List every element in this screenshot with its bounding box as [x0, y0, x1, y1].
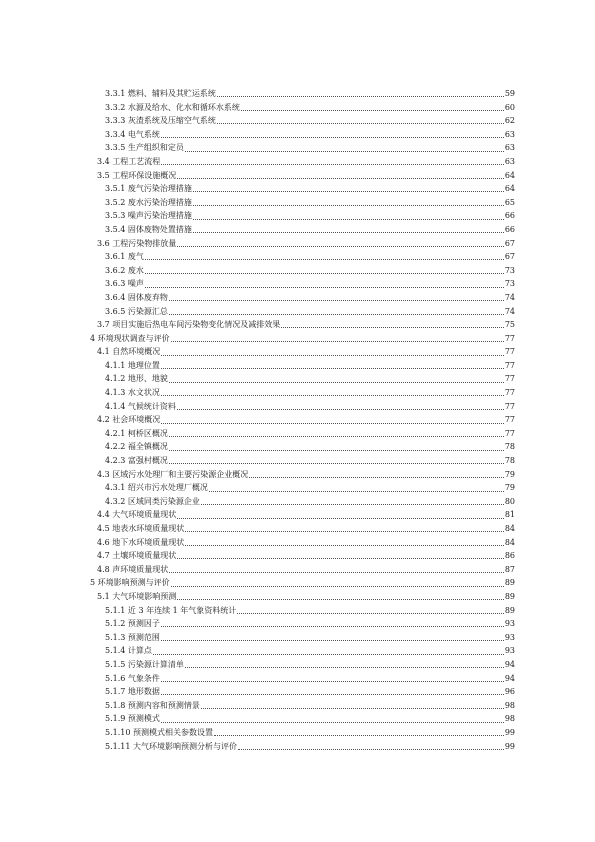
toc-entry-title: 4.6 地下水环境质量现状 [97, 537, 185, 547]
toc-entry-title: 3.5.4 固体废物处置措施 [105, 224, 192, 234]
toc-entry-title: 5.1.1 近 3 年连续 1 年气象资料统计 [105, 605, 237, 615]
toc-dot-leader [185, 667, 504, 668]
toc-entry-title: 3.5.2 废水污染治理措施 [105, 197, 192, 207]
toc-entry-title: 4.2 社会环境概况 [97, 415, 161, 425]
toc-entry-title: 5.1.10 预测模式相关参数设置 [105, 727, 213, 737]
toc-entry[interactable] [90, 128, 515, 142]
toc-entry-page-number: 94 [504, 673, 515, 683]
toc-dot-leader [171, 341, 504, 342]
toc-dot-leader [161, 640, 504, 641]
toc-entry-title: 4.4 大气环境质量现状 [97, 510, 177, 520]
toc-entry-page-number: 84 [504, 537, 515, 547]
toc-entry[interactable] [90, 604, 515, 618]
toc-entry[interactable] [90, 237, 515, 251]
toc-entry-title: 5.1.6 气象条件 [105, 673, 160, 683]
toc-entry-page-number: 94 [504, 659, 515, 669]
toc-entry[interactable] [90, 522, 515, 536]
toc-entry-page-number: 66 [504, 224, 515, 234]
toc-dot-leader [145, 273, 504, 274]
toc-entry-page-number: 77 [504, 360, 515, 370]
toc-entry-title: 4.1.1 地理位置 [105, 360, 160, 370]
toc-dot-leader [177, 599, 504, 600]
toc-dot-leader [177, 178, 504, 179]
toc-entry-page-number: 89 [504, 578, 515, 588]
toc-dot-leader [185, 531, 504, 532]
toc-entry-title: 5.1.8 预测内容和预测情景 [105, 700, 200, 710]
toc-entry-title: 5.1.7 地形数据 [105, 687, 160, 697]
toc-dot-leader [238, 749, 504, 750]
toc-dot-leader [217, 123, 504, 124]
toc-entry-page-number: 77 [504, 333, 515, 343]
toc-entry-page-number: 66 [504, 211, 515, 221]
toc-entry-page-number: 96 [504, 687, 515, 697]
toc-dot-leader [169, 382, 504, 383]
toc-entry-title: 4.7 土壤环境质量现状 [97, 551, 177, 561]
toc-entry[interactable] [90, 726, 515, 740]
toc-entry-title: 3.6.2 废水 [105, 265, 144, 275]
toc-entry[interactable] [90, 685, 515, 699]
toc-entry[interactable] [90, 182, 515, 196]
toc-dot-leader [145, 259, 504, 260]
toc-entry-title: 3.3.4 电气系统 [105, 129, 160, 139]
toc-entry-page-number: 64 [504, 170, 515, 180]
toc-entry[interactable] [90, 277, 515, 291]
toc-dot-leader [161, 355, 504, 356]
toc-entry-page-number: 63 [504, 129, 515, 139]
toc-entry[interactable] [90, 305, 515, 319]
toc-entry-title: 4.3 区域污水处理厂和主要污染源企业概况 [97, 469, 249, 479]
toc-dot-leader [193, 205, 504, 206]
toc-entry[interactable] [90, 644, 515, 658]
toc-entry[interactable] [90, 468, 515, 482]
toc-entry[interactable] [90, 508, 515, 522]
toc-dot-leader [193, 232, 504, 233]
toc-dot-leader [201, 708, 504, 709]
toc-dot-leader [177, 246, 504, 247]
toc-entry-title: 4.1.3 水文状况 [105, 388, 160, 398]
toc-entry-title: 3.6.3 噪声 [105, 279, 144, 289]
toc-entry-page-number: 77 [504, 415, 515, 425]
toc-entry-title: 3.6.4 固体废弃物 [105, 292, 168, 302]
toc-entry-page-number: 77 [504, 401, 515, 411]
toc-dot-leader [161, 626, 504, 627]
toc-entry-page-number: 62 [504, 116, 515, 126]
toc-entry[interactable] [90, 250, 515, 264]
toc-entry[interactable] [90, 291, 515, 305]
toc-entry-page-number: 65 [504, 197, 515, 207]
toc-entry-page-number: 60 [504, 102, 515, 112]
toc-entry-title: 3.5.3 噪声污染治理措施 [105, 211, 192, 221]
toc-entry[interactable] [90, 169, 515, 183]
toc-entry-page-number: 99 [504, 741, 515, 751]
toc-entry[interactable] [90, 372, 515, 386]
toc-dot-leader [177, 558, 504, 559]
toc-entry-title: 5.1.9 预测模式 [105, 714, 160, 724]
toc-entry[interactable] [90, 386, 515, 400]
toc-entry[interactable] [90, 740, 515, 754]
toc-dot-leader [161, 681, 504, 682]
toc-entry[interactable] [90, 440, 515, 454]
toc-entry-title: 4.1 自然环境概况 [97, 347, 161, 357]
toc-dot-leader [177, 409, 504, 410]
toc-dot-leader [161, 423, 504, 424]
toc-entry[interactable] [90, 699, 515, 713]
toc-entry-title: 4.2.2 福全镇概况 [105, 442, 168, 452]
toc-entry-page-number: 75 [504, 320, 515, 330]
toc-dot-leader [193, 219, 504, 220]
toc-entry[interactable] [90, 114, 515, 128]
toc-dot-leader [177, 518, 504, 519]
toc-entry[interactable] [90, 400, 515, 414]
toc-entry-page-number: 77 [504, 374, 515, 384]
toc-entry-page-number: 63 [504, 156, 515, 166]
toc-dot-leader [241, 110, 504, 111]
toc-entry[interactable] [90, 576, 515, 590]
toc-entry-title: 4.3.2 区域同类污染源企业 [105, 496, 200, 506]
toc-entry[interactable] [90, 155, 515, 169]
toc-dot-leader [169, 463, 504, 464]
toc-entry-page-number: 73 [504, 279, 515, 289]
toc-entry-page-number: 77 [504, 347, 515, 357]
toc-dot-leader [153, 654, 504, 655]
toc-entry[interactable] [90, 359, 515, 373]
toc-dot-leader [161, 368, 504, 369]
toc-entry-page-number: 93 [504, 632, 515, 642]
toc-dot-leader [145, 287, 504, 288]
toc-entry-title: 3.3.3 灰渣系统及压缩空气系统 [105, 116, 216, 126]
toc-dot-leader [161, 164, 504, 165]
toc-dot-leader [169, 436, 504, 437]
toc-entry-page-number: 73 [504, 265, 515, 275]
toc-entry[interactable] [90, 617, 515, 631]
toc-entry-title: 5.1.5 污染源计算清单 [105, 659, 184, 669]
toc-dot-leader [161, 722, 504, 723]
toc-entry[interactable] [90, 631, 515, 645]
toc-dot-leader [169, 300, 504, 301]
toc-entry[interactable] [90, 141, 515, 155]
toc-entry-title: 4 环境现状调查与评价 [90, 333, 170, 343]
toc-entry[interactable] [90, 672, 515, 686]
toc-entry-page-number: 64 [504, 184, 515, 194]
toc-dot-leader [185, 545, 504, 546]
toc-entry-title: 4.5 地表水环境质量现状 [97, 524, 185, 533]
toc-entry-title: 5.1.4 计算点 [105, 646, 152, 656]
toc-entry[interactable] [90, 712, 515, 726]
toc-entry-page-number: 87 [504, 564, 515, 574]
toc-entry[interactable] [90, 536, 515, 550]
toc-dot-leader [161, 395, 504, 396]
toc-entry-page-number: 99 [504, 727, 515, 737]
toc-entry-title: 3.4 工程工艺流程 [97, 156, 161, 166]
toc-entry-title: 4.2.3 富强村概况 [105, 456, 168, 466]
toc-entry-title: 4.1.2 地形、地貌 [105, 374, 168, 384]
toc-entry-page-number: 89 [504, 605, 515, 615]
toc-entry-title: 5.1.11 大气环境影响预测分析与评价 [105, 741, 237, 751]
toc-entry-page-number: 67 [504, 252, 515, 262]
toc-entry-page-number: 78 [504, 456, 515, 466]
toc-entry[interactable] [90, 264, 515, 278]
toc-entry[interactable] [90, 549, 515, 563]
toc-entry[interactable] [90, 563, 515, 577]
toc-dot-leader [169, 314, 504, 315]
toc-entry-title: 4.3.1 绍兴市污水处理厂概况 [105, 483, 208, 493]
toc-entry-title: 5 环境影响预测与评价 [90, 578, 170, 588]
toc-entry-page-number: 74 [504, 292, 515, 302]
toc-entry-page-number: 79 [504, 483, 515, 493]
toc-entry-page-number: 67 [504, 238, 515, 248]
toc-dot-leader [281, 327, 504, 328]
toc-entry-page-number: 77 [504, 428, 515, 438]
toc-dot-leader [185, 151, 504, 152]
toc-dot-leader [217, 96, 504, 97]
toc-dot-leader [169, 572, 504, 573]
toc-entry[interactable] [90, 495, 515, 509]
toc-dot-leader [161, 137, 504, 138]
toc-entry[interactable] [90, 427, 515, 441]
toc-entry-page-number: 80 [504, 496, 515, 506]
toc-entry[interactable] [90, 223, 515, 237]
toc-entry-title: 5.1.2 预测因子 [105, 619, 160, 629]
toc-entry[interactable] [90, 590, 515, 604]
toc-entry-title: 3.6 工程污染物排放量 [97, 238, 177, 248]
toc-dot-leader [201, 504, 504, 505]
toc-entry-page-number: 86 [504, 551, 515, 561]
toc-entry[interactable] [90, 87, 515, 101]
toc-dot-leader [237, 613, 504, 614]
toc-entry-page-number: 77 [504, 388, 515, 398]
toc-entry[interactable] [90, 481, 515, 495]
toc-entry-title: 5.1 大气环境影响预测 [97, 591, 177, 601]
toc-dot-leader [169, 450, 504, 451]
toc-entry-page-number: 89 [504, 591, 515, 601]
table-of-contents [90, 87, 515, 753]
toc-entry-page-number: 93 [504, 619, 515, 629]
toc-entry-title: 3.5.1 废气污染治理措施 [105, 184, 192, 194]
toc-entry-page-number: 59 [504, 89, 515, 98]
toc-entry-title: 3.3.2 水源及给水、化水和循环水系统 [105, 102, 240, 112]
toc-entry-page-number: 79 [504, 469, 515, 479]
toc-entry[interactable] [90, 209, 515, 223]
toc-entry-page-number: 81 [504, 510, 515, 520]
toc-entry-title: 3.3.1 燃料、辅料及其贮运系统 [105, 89, 216, 98]
toc-dot-leader [214, 735, 504, 736]
toc-entry[interactable] [90, 318, 515, 332]
toc-entry-page-number: 74 [504, 306, 515, 316]
toc-entry-title: 3.7 项目实施后热电车间污染物变化情况及减排效果 [97, 320, 281, 330]
toc-entry-title: 4.2.1 柯桥区概况 [105, 428, 168, 438]
toc-entry-page-number: 98 [504, 700, 515, 710]
toc-entry-title: 3.3.5 生产组织和定员 [105, 143, 184, 153]
toc-dot-leader [193, 191, 504, 192]
toc-dot-leader [161, 694, 504, 695]
toc-entry-title: 5.1.3 预测范围 [105, 632, 160, 642]
toc-entry-title: 4.1.4 气候统计资料 [105, 401, 176, 411]
toc-entry[interactable] [90, 413, 515, 427]
toc-dot-leader [209, 491, 504, 492]
toc-entry-page-number: 98 [504, 714, 515, 724]
toc-entry-page-number: 84 [504, 524, 515, 533]
toc-entry-title: 3.6.1 废气 [105, 252, 144, 262]
toc-entry-title: 3.5 工程环保设施概况 [97, 170, 177, 180]
toc-entry[interactable] [90, 454, 515, 468]
toc-entry[interactable] [90, 332, 515, 346]
toc-entry-page-number: 78 [504, 442, 515, 452]
toc-dot-leader [171, 586, 504, 587]
toc-dot-leader [249, 477, 504, 478]
toc-entry-title: 4.8 声环境质量现状 [97, 564, 169, 574]
toc-entry[interactable] [90, 658, 515, 672]
toc-entry[interactable] [90, 345, 515, 359]
toc-entry[interactable] [90, 196, 515, 210]
toc-entry-page-number: 63 [504, 143, 515, 153]
toc-entry-page-number: 93 [504, 646, 515, 656]
toc-entry-title: 3.6.5 污染源汇总 [105, 306, 168, 316]
toc-entry[interactable] [90, 101, 515, 115]
